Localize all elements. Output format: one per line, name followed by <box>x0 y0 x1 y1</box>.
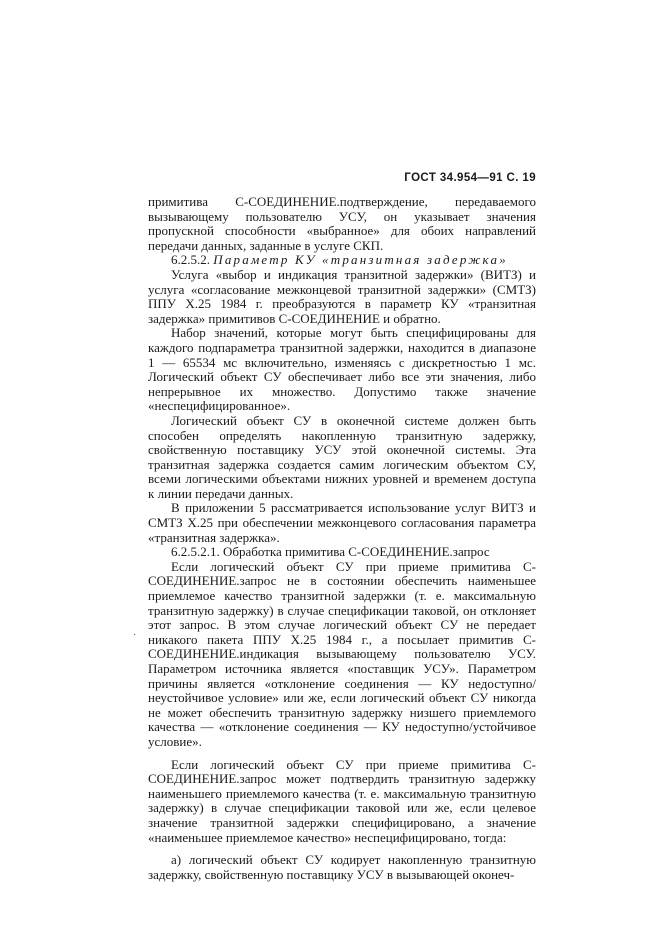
paragraph-confirm: Если логический объект СУ при приеме примитива С-СОЕДИНЕНИЕ.запрос может подтвердить транзитную задержку наименьшего приемлемого качества (т. е. максимальную транзитную задержку) в случае спецификации таковой или же, если целевое значение транзитной задержки специфицировано, а значение «наименьшее приемлемое качество» неспецифицировано, тогда: <box>148 756 536 845</box>
margin-mark: · <box>133 630 137 641</box>
section-title: Параметр КУ «транзитная задержка» <box>213 252 508 268</box>
paragraph-end-system: Логический объект СУ в оконечной системе должен быть способен определять накопленную транзитную задержку, свойственную поставщику УСУ этой оконечной системы. Эта транзитная задержка создается самим логическим объектом СУ, всеми логическими объектами нижних уровней и временем доступа к линии передачи данных. <box>148 412 536 501</box>
paragraph-reject: Если логический объект СУ при приеме примитива С-СОЕДИНЕНИЕ.запрос не в состоянии обеспечить наименьшее приемлемое качество транзитной задержки (т. е. максимальную транзитную задержку) в случае спецификации таковой, он отклоняет этот запрос. В этом случае логический объект СУ не передает никакого пакета ППУ Х.25 1984 г., а посылает примитив С-СОЕДИНЕНИЕ.индикация вызывающему пользователю УСУ. Параметром источника является «поставщик УСУ». Параметром причины является «отклонение соединения — КУ недоступно/неустойчивое условие» или же, если логический объект СУ никогда не может обеспечить транзитную задержку низшего приемлемого качества — «отклонение соединения — КУ недоступно/устойчивое условие». <box>148 558 536 749</box>
section-heading-6-2-5-2-1: 6.2.5.2.1. Обработка примитива С-СОЕДИНЕНИЕ.запрос <box>171 544 490 560</box>
paragraph-services: Услуга «выбор и индикация транзитной задержки» (ВИТЗ) и услуга «согласование межконцевой транзитной задержки» (СМТЗ) ППУ Х.25 1984 г. преобразуются в параметр КУ «транзитная задержка» примитивов С-СОЕДИНЕНИЕ и обратно. <box>148 266 536 326</box>
paragraph-continuation: примитива С-СОЕДИНЕНИЕ.подтверждение, передаваемого вызывающему пользователю УСУ, он указывает значения пропускной способности «выбранное» для обоих направлений передачи данных, заданные в услуге СКП. <box>148 194 536 253</box>
page-header: ГОСТ 34.954—91 С. 19 <box>404 172 536 184</box>
paragraph-appendix: В приложении 5 рассматривается использование услуг ВИТЗ и СМТЗ Х.25 при обеспечении межконцевого согласования параметра «транзитная задержка». <box>148 500 536 545</box>
paragraph-value-range: Набор значений, которые могут быть специфицированы для каждого подпараметра транзитной задержки, находится в диапазоне 1 — 65534 мс включительно, изменяясь с дискретностью 1 мс. Логический объект СУ обеспечивает либо все эти значения, либо непрерывное их множество. Допустимо также значение «неспецифицированное». <box>148 325 536 414</box>
section-heading-6-2-5-2 <box>148 253 536 268</box>
document-body <box>148 195 536 882</box>
section-number: 6.2.5.2. <box>171 252 210 268</box>
list-item-a: а) логический объект СУ кодирует накопленную транзитную задержку, свойственную поставщику УСУ в вызывающей оконеч- <box>148 852 536 882</box>
